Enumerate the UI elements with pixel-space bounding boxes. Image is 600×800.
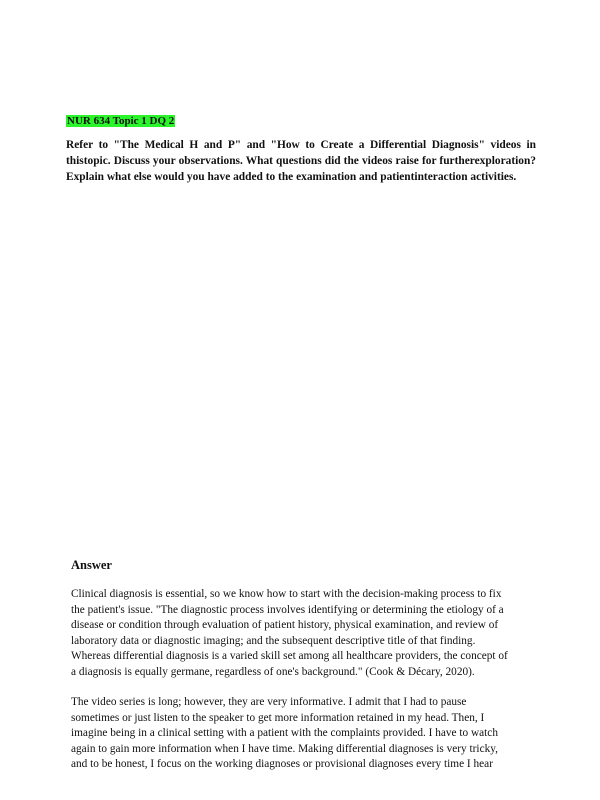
answer-line: disease or condition through evaluation of patient history, physical examination, and review of <box>71 619 499 631</box>
answer-section <box>71 557 531 788</box>
answer-line: imagine being in a clinical setting with a patient with the complaints provided. I have to watch <box>71 727 498 739</box>
answer-line: Clinical diagnosis is essential, so we know how to start with the decision-making process to fix <box>71 588 502 600</box>
answer-line: laboratory data or diagnostic imaging; and the subsequent descriptive title of that finding. <box>71 634 476 647</box>
answer-line: Whereas differential diagnosis is a varied skill set among all healthcare providers, the concept of <box>71 650 508 662</box>
answer-heading: Answer <box>71 558 112 572</box>
discussion-prompt: Refer to "The Medical H and P" and "How to Create a Differential Diagnosis" videos in thistopic. Discuss your observations. What questions did the videos raise for furtherexploration? Explain what else would you have added to the examination and patientinteraction activities. <box>66 139 536 183</box>
answer-line: a diagnosis is equally germane, regardless of one's background." (Cook & Décary, 2020). <box>71 665 475 678</box>
document-title: NUR 634 Topic 1 DQ 2 <box>67 115 175 127</box>
answer-paragraph-2 <box>71 695 531 773</box>
answer-line: and to be honest, I focus on the working diagnoses or provisional diagnoses every time I hear <box>71 758 493 770</box>
title-block <box>66 111 536 129</box>
answer-line: the patient's issue. "The diagnostic process involves identifying or determining the etiology of a <box>71 603 504 616</box>
answer-line: sometimes or just listen to the speaker to get more information retained in my head. Then, I <box>71 711 485 724</box>
answer-line: The video series is long; however, they are very informative. I admit that I had to pause <box>71 696 467 708</box>
answer-paragraph-1 <box>71 587 531 680</box>
answer-line: again to gain more information when I have time. Making differential diagnoses is very tricky, <box>71 742 498 755</box>
